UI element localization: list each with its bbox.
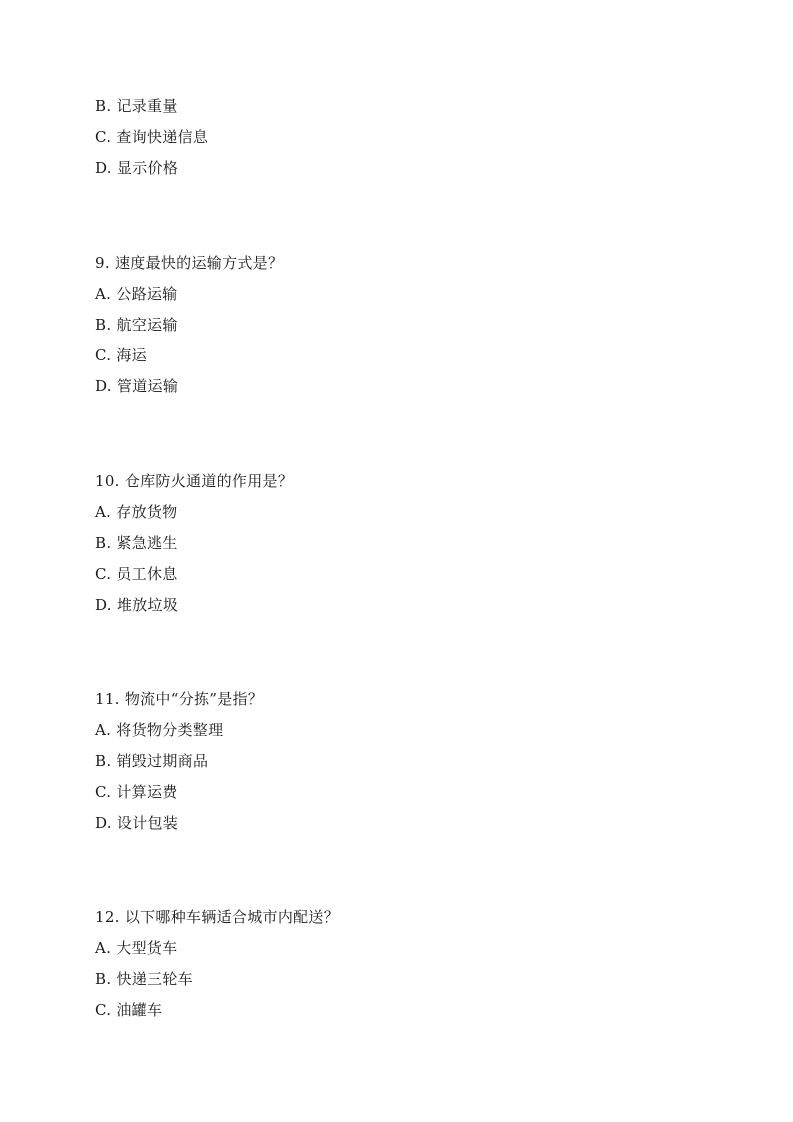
option-11-d: D. 设计包装: [95, 814, 179, 832]
option-11-b: B. 销毁过期商品: [95, 752, 209, 770]
question-11-stem: 11. 物流中“分拣”是指？: [95, 690, 264, 708]
option-11-a: A. 将货物分类整理: [95, 721, 224, 739]
option-9-c: C. 海运: [95, 346, 147, 364]
option-10-d: D. 堆放垃圾: [95, 596, 179, 614]
option-12-c: C. 油罐车: [95, 1001, 163, 1019]
option-12-b: B. 快递三轮车: [95, 970, 193, 988]
question-12-stem: 12. 以下哪种车辆适合城市内配送？: [95, 908, 340, 926]
option-10-c: C. 员工休息: [95, 565, 178, 583]
option-9-a: A. 公路运输: [95, 285, 178, 303]
option-12-a: A. 大型货车: [95, 939, 178, 957]
option-8-b: B. 记录重量: [95, 97, 178, 115]
option-9-d: D. 管道运输: [95, 377, 179, 395]
option-11-c: C. 计算运费: [95, 783, 178, 801]
option-8-d: D. 显示价格: [95, 159, 179, 177]
question-9-stem: 9. 速度最快的运输方式是？: [95, 254, 284, 272]
option-10-b: B. 紧急逃生: [95, 534, 178, 552]
option-8-c: C. 查询快递信息: [95, 128, 209, 146]
option-10-a: A. 存放货物: [95, 503, 178, 521]
question-10-stem: 10. 仓库防火通道的作用是？: [95, 472, 294, 490]
option-9-b: B. 航空运输: [95, 316, 178, 334]
